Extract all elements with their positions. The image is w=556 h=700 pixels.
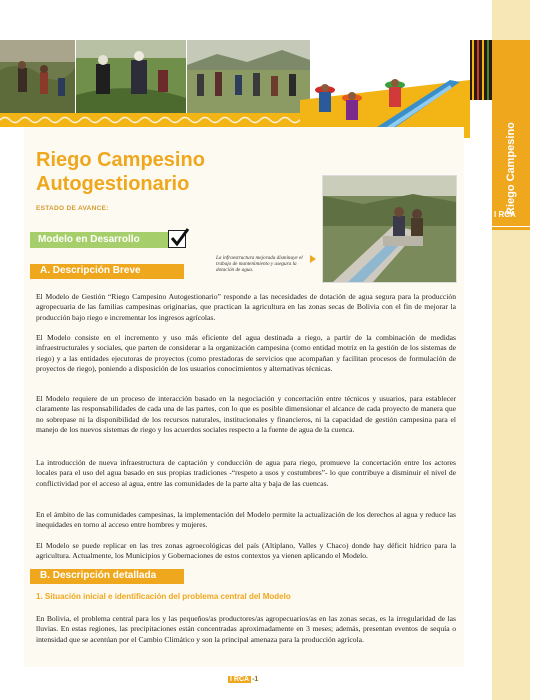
paragraph-a1: El Modelo de Gestión “Riego Campesino Autogestionario” responde a las necesidades de dotación de agua segura para la producción agropecuaria de las familias campesinas originarias, que practican la agricultura en las zonas secas de Bolivia con el fin de mejorar la producción bajo riego e incrementar los ingresos agrícolas. bbox=[36, 292, 456, 322]
status-text: Modelo en Desarrollo bbox=[38, 234, 140, 245]
photo-caption: La infraestructura mejorada disminuye el trabajo de mantenimiento y asegura la dotación de agua. bbox=[216, 255, 303, 274]
paragraph-a5: En el ámbito de las comunidades campesinas, la implementación del Modelo permite la actualización de los derechos al agua y reduce las inequidades en torno al acceso entre hombres y mujeres. bbox=[36, 510, 456, 530]
section-b-subheading: 1. Situación inicial e identificación del problema central del Modelo bbox=[36, 592, 291, 601]
side-tab-divider bbox=[492, 226, 530, 227]
page-title: Riego Campesino Autogestionario bbox=[36, 149, 205, 195]
paragraph-b1: En Bolivia, el problema central para los y las pequeños/as productores/as agropecuarios/as en las zonas secas, es la irregularidad de las lluvias. En estas regiones, las precipitaciones están concentradas aproximadamente en 3 meses; además, presentan eventos de sequía o intensidad que se acentúan por el Cambio Climático y son la principal amenaza para la producción agrícola. bbox=[36, 614, 456, 644]
photo-irrigation-infrastructure bbox=[322, 175, 457, 283]
paragraph-a4: La introducción de nueva infraestructura de captación y conducción de agua para riego, promueve la concertación entre los actores locales para el uso del agua basado en sus propias tradiciones -“respeto a usos y costumbres”- lo que contribuye a disminuir el nivel de conflictividad por el acceso al agua, entre las comunidades de la parte alta y baja de las cuencas. bbox=[36, 458, 456, 488]
paragraph-a3: El Modelo requiere de un proceso de interacción basado en la negociación y concertación entre técnicos y usuarios, para establecer claramente las responsabilidades de cada una de las partes, con lo que es posible dimensionar el alcance de cada proyecto de manera que no sobrepase ni la disponibilidad de los recursos naturales, institucionales y financieros, ni la capacidad de gestión campesina para el manejo de los nuevos sistemas de riego y los acuerdos sociales respecto a la fuente de agua de la cuenca. bbox=[36, 394, 456, 434]
photo-farmers-hillside bbox=[0, 40, 75, 113]
illustration-irrigation-farmers bbox=[300, 40, 470, 138]
photo-community-meeting bbox=[187, 40, 310, 113]
page-footer bbox=[228, 676, 258, 686]
side-tab-title: Riego Campesino Autogestionario bbox=[505, 122, 547, 215]
checkmark-icon bbox=[169, 228, 189, 248]
side-tab bbox=[492, 0, 547, 700]
estado-label: ESTADO DE AVANCE: bbox=[36, 205, 109, 212]
side-tab-code: I RCA bbox=[494, 210, 516, 219]
photo-women-field bbox=[76, 40, 186, 113]
section-b-header bbox=[30, 569, 184, 584]
woven-pattern-decoration bbox=[470, 40, 492, 100]
section-b-heading: B. Descripción detallada bbox=[40, 570, 157, 581]
footer-page-number: -1 bbox=[252, 676, 259, 683]
header-photo-strip bbox=[0, 40, 310, 113]
footer-code: I RCA bbox=[230, 676, 250, 683]
paragraph-a2: El Modelo consiste en el incremento y uso más eficiente del agua destinada a riego, a partir de la combinación de medidas infraestructurales y sociales, que parten de considerar a la organización campesina (como entidad motriz en la gestión de los sistemas de riego) y a las entidades ejecutoras de proyectos (como prestadoras de servicios que acompañan y facilitan procesos de formulación de proyectos de riego), poniendo a disposición de los usuarios conocimientos y alternativas técnicas. bbox=[36, 333, 456, 373]
section-a-heading: A. Descripción Breve bbox=[40, 265, 141, 276]
section-a-header bbox=[30, 264, 184, 279]
status-bar bbox=[30, 232, 178, 248]
status-checkbox bbox=[168, 230, 186, 248]
caption-arrow-icon bbox=[310, 255, 316, 263]
paragraph-a6: El Modelo se puede replicar en las tres zonas agroecológicas del país (Altiplano, Valles y Chaco) donde hay déficit hídrico para la agricultura. Actualmente, los Municipios y Gobernaciones de estos contextos ya vienen aplicando el Modelo. bbox=[36, 541, 456, 561]
